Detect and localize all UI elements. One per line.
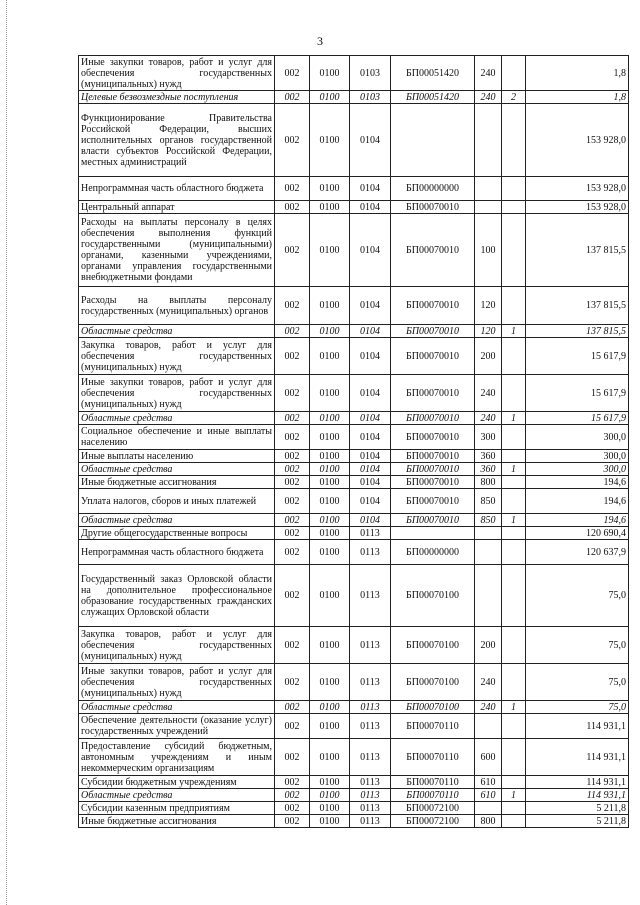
department-code-cell: 002 [275,177,310,201]
expense-name-cell: Центральный аппарат [79,201,275,214]
subsection-code-cell: 0104 [350,104,391,177]
expense-type-cell: 800 [475,815,502,828]
target-article-cell: БП00051420 [391,56,475,91]
funding-source-cell [502,565,526,627]
subsection-code-cell: 0113 [350,664,391,701]
budget-table [78,55,629,828]
department-code-cell: 002 [275,664,310,701]
table-row [79,540,629,565]
expense-name-cell: Непрограммная часть областного бюджета [79,540,275,565]
expense-type-cell [475,714,502,739]
department-code-cell: 002 [275,701,310,714]
amount-cell: 1,8 [526,56,629,91]
section-code-cell: 0100 [310,565,350,627]
expense-type-cell: 850 [475,514,502,527]
subsection-code-cell: 0104 [350,177,391,201]
section-code-cell: 0100 [310,489,350,514]
amount-cell: 194,6 [526,489,629,514]
expense-type-cell: 120 [475,325,502,338]
subsection-code-cell: 0104 [350,514,391,527]
department-code-cell: 002 [275,91,310,104]
table-row [79,627,629,664]
subsection-code-cell: 0104 [350,325,391,338]
expense-name-cell: Областные средства [79,701,275,714]
table-row [79,701,629,714]
department-code-cell: 002 [275,527,310,540]
table-row [79,789,629,802]
amount-cell: 75,0 [526,627,629,664]
target-article-cell: БП00070100 [391,664,475,701]
amount-cell: 114 931,1 [526,739,629,776]
department-code-cell: 002 [275,476,310,489]
funding-source-cell [502,56,526,91]
department-code-cell: 002 [275,565,310,627]
target-article-cell: БП00070010 [391,338,475,375]
expense-name-cell: Социальное обеспечение и иные выплаты населению [79,425,275,450]
amount-cell: 5 211,8 [526,802,629,815]
expense-type-cell: 360 [475,450,502,463]
expense-type-cell: 200 [475,338,502,375]
funding-source-cell [502,627,526,664]
section-code-cell: 0100 [310,664,350,701]
amount-cell: 1,8 [526,91,629,104]
expense-type-cell: 610 [475,789,502,802]
target-article-cell: БП00070100 [391,565,475,627]
table-row [79,815,629,828]
expense-name-cell: Субсидии казенным предприятиям [79,802,275,815]
table-row [79,375,629,412]
subsection-code-cell: 0113 [350,714,391,739]
target-article-cell: БП00070010 [391,514,475,527]
expense-name-cell: Государственный заказ Орловской области на дополнительное профессиональное образование государственных гражданских служащих Орловской области [79,565,275,627]
funding-source-cell [502,776,526,789]
subsection-code-cell: 0104 [350,425,391,450]
funding-source-cell [502,489,526,514]
target-article-cell: БП00070010 [391,412,475,425]
amount-cell: 153 928,0 [526,201,629,214]
subsection-code-cell: 0113 [350,789,391,802]
section-code-cell: 0100 [310,802,350,815]
section-code-cell: 0100 [310,739,350,776]
amount-cell: 114 931,1 [526,789,629,802]
department-code-cell: 002 [275,463,310,476]
table-row [79,489,629,514]
subsection-code-cell: 0113 [350,815,391,828]
subsection-code-cell: 0104 [350,412,391,425]
funding-source-cell [502,527,526,540]
department-code-cell: 002 [275,739,310,776]
table-row [79,325,629,338]
funding-source-cell: 1 [502,701,526,714]
target-article-cell: БП00070010 [391,375,475,412]
funding-source-cell [502,287,526,325]
expense-name-cell: Областные средства [79,789,275,802]
amount-cell: 15 617,9 [526,338,629,375]
funding-source-cell: 1 [502,789,526,802]
expense-type-cell: 120 [475,287,502,325]
department-code-cell: 002 [275,338,310,375]
subsection-code-cell: 0103 [350,56,391,91]
table-row [79,214,629,287]
budget-table-body [79,56,629,828]
subsection-code-cell: 0104 [350,214,391,287]
target-article-cell: БП00070010 [391,450,475,463]
expense-type-cell [475,104,502,177]
section-code-cell: 0100 [310,201,350,214]
expense-type-cell [475,201,502,214]
target-article-cell: БП00070010 [391,476,475,489]
section-code-cell: 0100 [310,476,350,489]
target-article-cell: БП00000000 [391,540,475,565]
expense-name-cell: Непрограммная часть областного бюджета [79,177,275,201]
department-code-cell: 002 [275,375,310,412]
funding-source-cell [502,664,526,701]
expense-type-cell: 240 [475,701,502,714]
funding-source-cell: 1 [502,412,526,425]
amount-cell: 194,6 [526,476,629,489]
funding-source-cell [502,540,526,565]
target-article-cell: БП00000000 [391,177,475,201]
table-row [79,664,629,701]
amount-cell: 15 617,9 [526,375,629,412]
subsection-code-cell: 0113 [350,540,391,565]
section-code-cell: 0100 [310,325,350,338]
department-code-cell: 002 [275,287,310,325]
target-article-cell [391,104,475,177]
target-article-cell: БП00070010 [391,325,475,338]
table-row [79,714,629,739]
expense-name-cell: Уплата налогов, сборов и иных платежей [79,489,275,514]
section-code-cell: 0100 [310,450,350,463]
funding-source-cell [502,214,526,287]
funding-source-cell [502,375,526,412]
subsection-code-cell: 0113 [350,776,391,789]
table-row [79,802,629,815]
amount-cell: 300,0 [526,425,629,450]
target-article-cell: БП00070010 [391,214,475,287]
expense-name-cell: Расходы на выплаты персоналу государственных (муниципальных) органов [79,287,275,325]
target-article-cell: БП00070010 [391,463,475,476]
expense-name-cell: Иные бюджетные ассигнования [79,815,275,828]
funding-source-cell: 1 [502,514,526,527]
table-row [79,514,629,527]
expense-name-cell: Другие общегосударственные вопросы [79,527,275,540]
department-code-cell: 002 [275,412,310,425]
section-code-cell: 0100 [310,375,350,412]
funding-source-cell: 1 [502,325,526,338]
table-row [79,450,629,463]
expense-name-cell: Областные средства [79,325,275,338]
amount-cell: 114 931,1 [526,776,629,789]
page-number: 3 [317,34,323,48]
funding-source-cell [502,476,526,489]
subsection-code-cell: 0104 [350,463,391,476]
section-code-cell: 0100 [310,463,350,476]
expense-type-cell [475,802,502,815]
funding-source-cell: 2 [502,91,526,104]
expense-type-cell [475,565,502,627]
subsection-code-cell: 0104 [350,450,391,463]
expense-type-cell: 360 [475,463,502,476]
section-code-cell: 0100 [310,425,350,450]
table-row [79,739,629,776]
expense-type-cell: 300 [475,425,502,450]
department-code-cell: 002 [275,425,310,450]
department-code-cell: 002 [275,104,310,177]
table-row [79,104,629,177]
subsection-code-cell: 0113 [350,627,391,664]
section-code-cell: 0100 [310,714,350,739]
expense-type-cell: 600 [475,739,502,776]
expense-type-cell: 800 [475,476,502,489]
table-row [79,476,629,489]
section-code-cell: 0100 [310,177,350,201]
expense-type-cell [475,540,502,565]
expense-name-cell: Предоставление субсидий бюджетным, автономным учреждениям и иным некоммерческим организациям [79,739,275,776]
expense-name-cell: Целевые безвозмездные поступления [79,91,275,104]
department-code-cell: 002 [275,789,310,802]
table-row [79,91,629,104]
amount-cell: 75,0 [526,701,629,714]
funding-source-cell: 1 [502,463,526,476]
expense-name-cell: Областные средства [79,514,275,527]
amount-cell: 75,0 [526,664,629,701]
department-code-cell: 002 [275,201,310,214]
amount-cell: 5 211,8 [526,815,629,828]
funding-source-cell [502,739,526,776]
expense-type-cell: 200 [475,627,502,664]
target-article-cell: БП00051420 [391,91,475,104]
amount-cell: 137 815,5 [526,214,629,287]
section-code-cell: 0100 [310,540,350,565]
amount-cell: 153 928,0 [526,177,629,201]
target-article-cell: БП00072100 [391,802,475,815]
department-code-cell: 002 [275,776,310,789]
section-code-cell: 0100 [310,514,350,527]
subsection-code-cell: 0104 [350,476,391,489]
table-row [79,425,629,450]
expense-name-cell: Закупка товаров, работ и услуг для обеспечения государственных (муниципальных) нужд [79,338,275,375]
target-article-cell: БП00070010 [391,489,475,514]
expense-type-cell [475,177,502,201]
section-code-cell: 0100 [310,701,350,714]
table-row [79,527,629,540]
section-code-cell: 0100 [310,214,350,287]
amount-cell: 137 815,5 [526,325,629,338]
section-code-cell: 0100 [310,627,350,664]
expense-type-cell [475,527,502,540]
expense-name-cell: Иные закупки товаров, работ и услуг для обеспечения государственных (муниципальных) нужд [79,664,275,701]
amount-cell: 137 815,5 [526,287,629,325]
expense-name-cell: Иные бюджетные ассигнования [79,476,275,489]
table-row [79,565,629,627]
subsection-code-cell: 0113 [350,701,391,714]
table-row [79,287,629,325]
amount-cell: 194,6 [526,514,629,527]
binder-dotted-line [6,0,8,905]
subsection-code-cell: 0103 [350,91,391,104]
table-row [79,338,629,375]
section-code-cell: 0100 [310,789,350,802]
funding-source-cell [502,425,526,450]
department-code-cell: 002 [275,325,310,338]
target-article-cell: БП00072100 [391,815,475,828]
subsection-code-cell: 0113 [350,527,391,540]
funding-source-cell [502,177,526,201]
amount-cell: 15 617,9 [526,412,629,425]
expense-name-cell: Субсидии бюджетным учреждениям [79,776,275,789]
expense-type-cell: 240 [475,91,502,104]
subsection-code-cell: 0113 [350,565,391,627]
section-code-cell: 0100 [310,56,350,91]
expense-type-cell: 240 [475,412,502,425]
section-code-cell: 0100 [310,776,350,789]
section-code-cell: 0100 [310,287,350,325]
expense-name-cell: Иные закупки товаров, работ и услуг для обеспечения государственных (муниципальных) нужд [79,56,275,91]
department-code-cell: 002 [275,540,310,565]
target-article-cell: БП00070010 [391,425,475,450]
department-code-cell: 002 [275,714,310,739]
target-article-cell: БП00070110 [391,789,475,802]
expense-name-cell: Областные средства [79,463,275,476]
expense-type-cell: 240 [475,56,502,91]
target-article-cell: БП00070100 [391,627,475,664]
amount-cell: 153 928,0 [526,104,629,177]
expense-name-cell: Областные средства [79,412,275,425]
department-code-cell: 002 [275,450,310,463]
subsection-code-cell: 0104 [350,489,391,514]
expense-name-cell: Обеспечение деятельности (оказание услуг) государственных учреждений [79,714,275,739]
amount-cell: 114 931,1 [526,714,629,739]
funding-source-cell [502,714,526,739]
expense-name-cell: Расходы на выплаты персоналу в целях обеспечения выполнения функций государственными (муниципальными) органами, казенными учреждениями, органами управления государственными внебюджетными фондами [79,214,275,287]
subsection-code-cell: 0104 [350,338,391,375]
subsection-code-cell: 0113 [350,739,391,776]
amount-cell: 300,0 [526,463,629,476]
section-code-cell: 0100 [310,104,350,177]
section-code-cell: 0100 [310,527,350,540]
section-code-cell: 0100 [310,91,350,104]
table-row [79,56,629,91]
department-code-cell: 002 [275,56,310,91]
section-code-cell: 0100 [310,412,350,425]
expense-name-cell: Функционирование Правительства Российской Федерации, высших исполнительных органов государственной власти субъектов Российской Федерации, местных администраций [79,104,275,177]
target-article-cell: БП00070110 [391,739,475,776]
department-code-cell: 002 [275,802,310,815]
amount-cell: 120 690,4 [526,527,629,540]
table-row [79,412,629,425]
funding-source-cell [502,450,526,463]
expense-name-cell: Иные закупки товаров, работ и услуг для обеспечения государственных (муниципальных) нужд [79,375,275,412]
target-article-cell: БП00070010 [391,287,475,325]
table-row [79,177,629,201]
expense-type-cell: 240 [475,664,502,701]
expense-type-cell: 240 [475,375,502,412]
subsection-code-cell: 0104 [350,375,391,412]
target-article-cell: БП00070110 [391,714,475,739]
funding-source-cell [502,802,526,815]
department-code-cell: 002 [275,627,310,664]
expense-name-cell: Иные выплаты населению [79,450,275,463]
subsection-code-cell: 0104 [350,201,391,214]
subsection-code-cell: 0104 [350,287,391,325]
target-article-cell: БП00070100 [391,701,475,714]
amount-cell: 120 637,9 [526,540,629,565]
funding-source-cell [502,104,526,177]
target-article-cell: БП00070010 [391,201,475,214]
department-code-cell: 002 [275,815,310,828]
table-row [79,776,629,789]
section-code-cell: 0100 [310,338,350,375]
department-code-cell: 002 [275,489,310,514]
table-row [79,463,629,476]
expense-type-cell: 100 [475,214,502,287]
amount-cell: 300,0 [526,450,629,463]
expense-type-cell: 850 [475,489,502,514]
target-article-cell: БП00070110 [391,776,475,789]
funding-source-cell [502,201,526,214]
funding-source-cell [502,815,526,828]
section-code-cell: 0100 [310,815,350,828]
expense-name-cell: Закупка товаров, работ и услуг для обеспечения государственных (муниципальных) нужд [79,627,275,664]
target-article-cell [391,527,475,540]
subsection-code-cell: 0113 [350,802,391,815]
department-code-cell: 002 [275,214,310,287]
expense-type-cell: 610 [475,776,502,789]
table-row [79,201,629,214]
funding-source-cell [502,338,526,375]
amount-cell: 75,0 [526,565,629,627]
department-code-cell: 002 [275,514,310,527]
